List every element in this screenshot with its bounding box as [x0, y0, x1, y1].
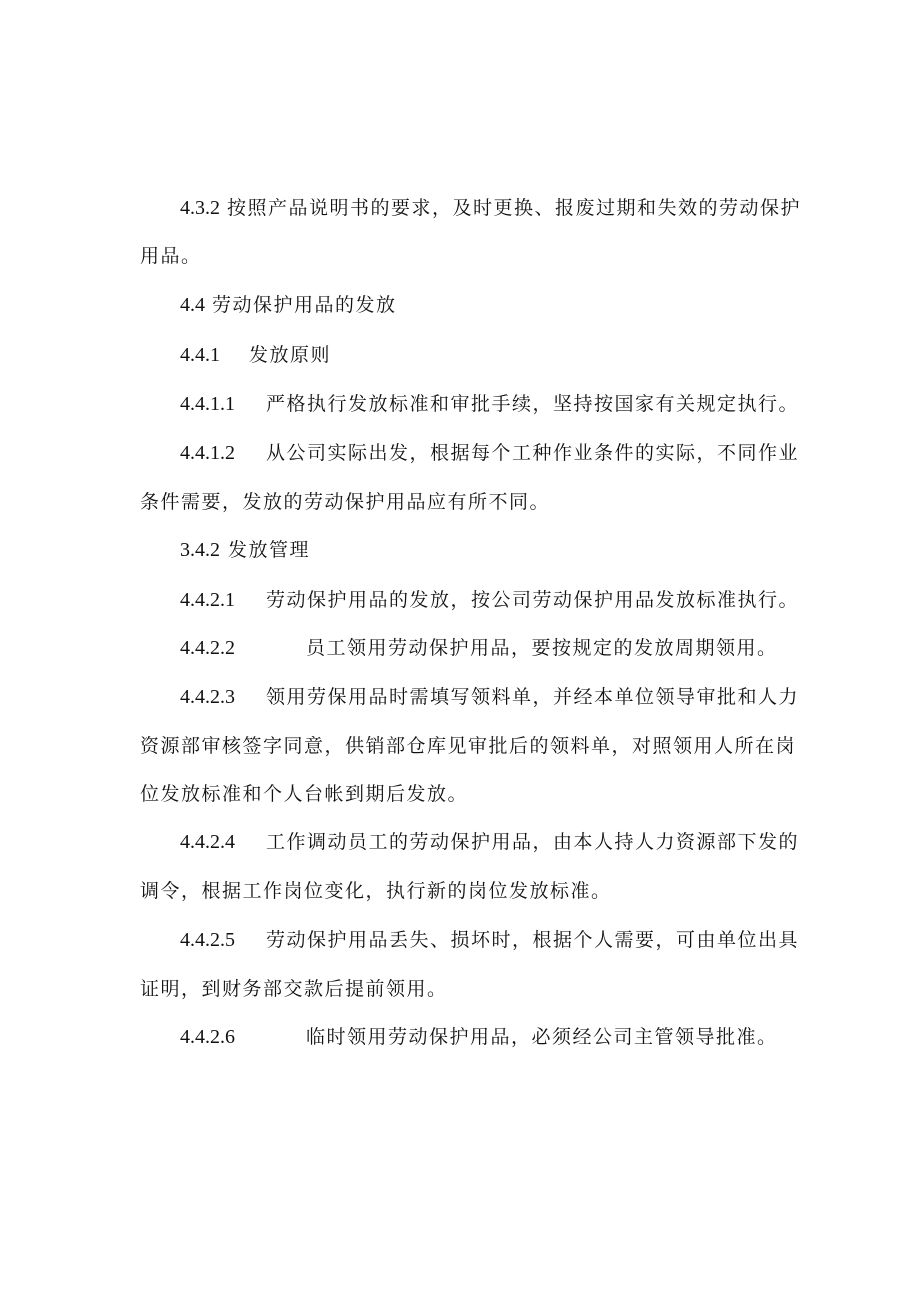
- section-number: 4.4.2.4: [180, 831, 235, 853]
- paragraph-text-line: 严格执行发放标准和审批手续，坚持按国家有关规定执行。: [266, 393, 800, 415]
- paragraph-text-line: 临时领用劳动保护用品，必须经公司主管领导批准。: [306, 1026, 778, 1048]
- paragraph-text-line: 证明，到财务部交款后提前领用。: [140, 978, 448, 1000]
- paragraph-text-line: 工作调动员工的劳动保护用品，由本人持人力资源部下发的: [266, 831, 800, 853]
- section-number: 4.4.2.6: [180, 1026, 235, 1048]
- section-number: 4.4.2.5: [180, 929, 235, 951]
- paragraph-text-line: 资源部审核签字同意，供销部仓库见审批后的领料单，对照领用人所在岗: [140, 735, 797, 757]
- section-number: 4.3.2: [180, 197, 220, 219]
- section-heading: 发放管理: [228, 539, 311, 561]
- section-number: 4.4.1.1: [180, 393, 235, 415]
- section-number: 4.4.1: [180, 344, 220, 366]
- section-heading: 劳动保护用品的发放: [212, 294, 397, 316]
- paragraph-text-line: 劳动保护用品丢失、损坏时，根据个人需要，可由单位出具: [266, 929, 800, 951]
- section-number: 4.4.2.1: [180, 589, 235, 611]
- paragraph-text-line: 劳动保护用品的发放，按公司劳动保护用品发放标准执行。: [266, 589, 800, 611]
- section-number: 4.4: [180, 294, 205, 316]
- paragraph-text-line: 位发放标准和个人台帐到期后发放。: [140, 783, 469, 805]
- section-number: 4.4.2.2: [180, 637, 235, 659]
- section-number: 4.4.1.2: [180, 442, 235, 464]
- paragraph-text-line: 调令，根据工作岗位变化，执行新的岗位发放标准。: [140, 880, 612, 902]
- section-heading: 发放原则: [249, 344, 332, 366]
- section-number: 3.4.2: [180, 539, 220, 561]
- paragraph-text-line: 用品。: [140, 245, 202, 267]
- paragraph-text-line: 条件需要，发放的劳动保护用品应有所不同。: [140, 491, 551, 513]
- paragraph-text-line: 领用劳保用品时需填写领料单，并经本单位领导审批和人力: [266, 686, 800, 708]
- paragraph-text-line: 员工领用劳动保护用品，要按规定的发放周期领用。: [306, 637, 778, 659]
- paragraph-text-line: 从公司实际出发，根据每个工种作业条件的实际，不同作业: [266, 442, 800, 464]
- section-number: 4.4.2.3: [180, 686, 235, 708]
- paragraph-text-line: 按照产品说明书的要求，及时更换、报废过期和失效的劳动保护: [227, 197, 802, 219]
